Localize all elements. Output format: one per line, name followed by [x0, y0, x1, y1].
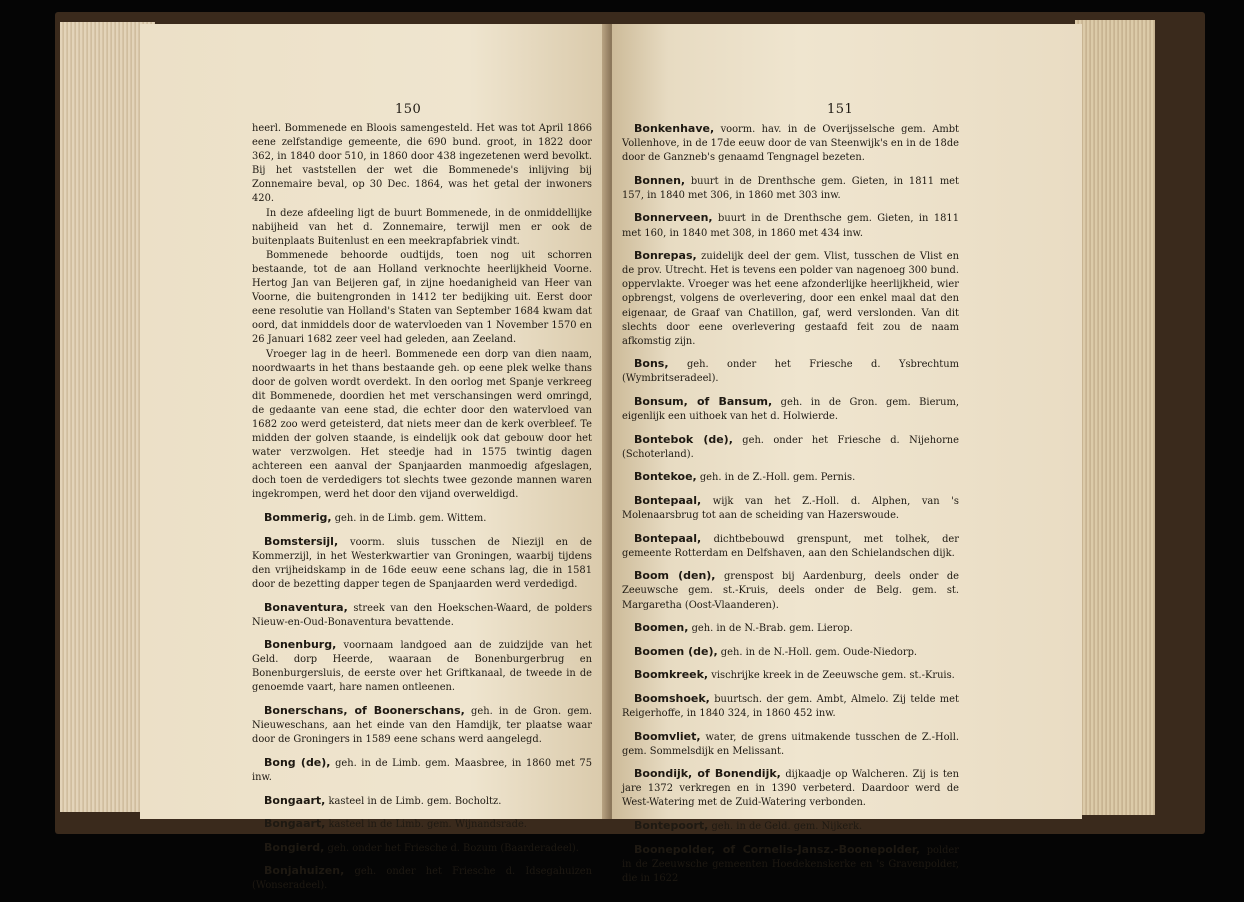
entry-body: vischrijke kreek in de Zeeuwsche gem. st.-Kruis.: [711, 670, 955, 682]
right-page-text: [622, 122, 959, 894]
dictionary-entry: [252, 841, 592, 856]
entry-headword: Boomkreek,: [634, 668, 709, 682]
paragraph: Bommenede behoorde oudtijds, toen nog uit schorren bestaande, tot de aan Holland verknochte heerlijkheid Voorne. Hertog Jan van Beijeren gaf, in zijne hoedanigheid van Heer van Voorne, die buitengronden in 1412 ter bedijking uit. Eerst door eene resolutie van Holland's Staten van September 1684 kwam dat oord, dat inmiddels door de watervloeden van 1 November 1570 en 26 Januari 1682 zeer veel had geleden, aan Zeeland.: [252, 249, 592, 346]
entry-body: geh. in de N.-Holl. gem. Oude-Niedorp.: [720, 646, 918, 658]
dictionary-entry: [622, 621, 959, 636]
dictionary-entry: [622, 249, 959, 349]
dictionary-entry: [622, 211, 959, 240]
entry-headword: Bonenburg,: [264, 638, 337, 652]
entry-headword: Bontekoe,: [634, 470, 697, 484]
entry-body: water, de grens uitmakende tusschen de Z.-Holl. gem. Sommelsdijk en Melissant.: [622, 731, 960, 757]
dictionary-entry: [622, 532, 959, 561]
dictionary-entry: [622, 569, 959, 612]
dictionary-entry: [252, 817, 592, 832]
entry-body: geh. in de Gron. gem. Bierum, eigenlijk een uithoek van het d. Holwierde.: [622, 397, 960, 423]
dictionary-entry: [252, 794, 592, 809]
left-page: [140, 24, 610, 892]
entry-body: geh. onder het Friesche d. Ysbrechtum (Wymbritseradeel).: [622, 359, 959, 385]
entry-body: geh. onder het Friesche d. Bozum (Baarderadeel).: [327, 842, 579, 854]
entry-headword: Boomvliet,: [634, 729, 701, 743]
entry-headword: Bontebok (de),: [634, 432, 733, 446]
left-entries: [252, 511, 592, 893]
entry-headword: Bonnen,: [634, 173, 686, 187]
entry-headword: Bonjahuizen,: [264, 864, 345, 878]
dictionary-entry: [622, 645, 959, 660]
entry-headword: Bonkenhave,: [634, 122, 715, 135]
dictionary-entry: [622, 395, 959, 424]
entry-body: geh. onder het Friesche d. Idsegahuizen (Wonseradeel).: [252, 866, 593, 892]
entry-body: wijk van het Z.-Holl. d. Alphen, van 's Molenaarsbrug tot aan de scheiding van Hazerswoude.: [622, 495, 959, 522]
left-page-text: [252, 122, 592, 902]
entry-body: streek van den Hoekschen-Waard, de polders Nieuw-en-Oud-Bonaventura bevattende.: [252, 602, 593, 628]
dictionary-entry: [622, 433, 959, 462]
dictionary-entry: [622, 470, 959, 485]
entry-body: geh. in de Z.-Holl. gem. Pernis.: [699, 472, 856, 484]
page-edges-right: [1075, 20, 1155, 815]
right-page: [612, 24, 1082, 884]
dictionary-entry: [622, 494, 959, 523]
entry-headword: Bongaart,: [264, 793, 326, 807]
entry-headword: Bommerig,: [264, 511, 332, 525]
entry-headword: Bongierd,: [264, 840, 325, 854]
entry-body: buurt in de Drenthsche gem. Gieten, in 1811 met 160, in 1840 met 308, in 1860 met 434 inw.: [622, 213, 959, 239]
entry-body: voorm. sluis tusschen de Niezijl en de Kommerzijl, in het Westerkwartier van Groningen, waarbij tijdens den vrijheidskamp in de 16de eeuw eene schans lag, die in 1581 door de bezetting dapper tegen de Spanjaarden werd verdedigd.: [252, 536, 593, 590]
entry-headword: Bonerschans, of Boonerschans,: [264, 704, 465, 718]
entry-headword: Bontepaal,: [634, 531, 702, 545]
paragraph: heerl. Bommenede en Bloois samengesteld. Het was tot April 1866 eene zelfstandige gemeente, die 690 bund. groot, in 1822 door 362, in 1840 door 510, in 1860 door 438 ingezetenen werd bevolkt. Bij het vaststellen der wet die Bommenede's inlijving bij Zonnemaire beval, op 30 Dec. 1864, was het getal der inwoners 420.: [252, 123, 592, 205]
entry-body: buurtsch. der gem. Ambt, Almelo. Zij telde met Reigerhoffe, in 1840 324, in 1860 452 inw.: [622, 693, 959, 719]
entry-headword: Bonnerveen,: [634, 211, 713, 225]
dictionary-entry: [622, 174, 959, 203]
entry-headword: Bons,: [634, 357, 669, 371]
dictionary-entry: [252, 535, 592, 592]
entry-headword: Boondijk, of Bonendijk,: [634, 767, 781, 781]
dictionary-entry: [252, 638, 592, 695]
dictionary-entry: [252, 756, 592, 785]
entry-body: voorm. hav. in de Overijsselsche gem. Ambt Vollenhove, in de 17de eeuw door de van Steenwijk's en in de 18de door de Ganzneb's genaamd Tengnagel bezeten.: [622, 124, 959, 164]
entry-headword: Bonsum, of Bansum,: [634, 395, 773, 408]
right-entries: [622, 122, 959, 886]
entry-body: buurt in de Drenthsche gem. Gieten, in 1811 met 157, in 1840 met 306, in 1860 met 303 inw.: [622, 175, 959, 201]
dictionary-entry: [622, 819, 959, 834]
dictionary-entry: [252, 704, 592, 747]
entry-headword: Boom (den),: [634, 569, 716, 583]
dictionary-entry: [622, 122, 959, 165]
entry-body: kasteel in de Limb. gem. Bocholtz.: [328, 795, 502, 807]
dictionary-entry: [622, 767, 959, 810]
dictionary-entry: [252, 864, 592, 893]
entry-body: geh. in de N.-Brab. gem. Lierop.: [691, 623, 853, 635]
entry-headword: Boomshoek,: [634, 691, 710, 705]
entry-headword: Bonrepas,: [634, 249, 697, 263]
entry-body: polder in de Zeeuwsche gemeenten Hoedekenskerke en 's Gravenpolder, die in 1622: [622, 844, 959, 884]
entry-headword: Boonepolder, of Cornelis-Jansz.-Boonepolder,: [634, 842, 920, 856]
dictionary-entry: [622, 692, 959, 721]
entry-body: dijkaadje op Walcheren. Zij is ten jare 1372 verkregen en in 1390 verbeterd. Daardoor werd de West-Watering met de Zuid-Watering verbonden.: [622, 769, 960, 809]
entry-body: kasteel in de Limb. gem. Wijnandsrade.: [328, 819, 527, 831]
dictionary-entry: [622, 668, 959, 683]
entry-headword: Boomen (de),: [634, 644, 718, 658]
entry-body: voornaam landgoed aan de zuidzijde van het Geld. dorp Heerde, waaraan de Bonenburgerbrug en Bonenburgersluis, de eerste over het Griftkanaal, de tweede in de genoemde vaart, hare namen ontleenen.: [252, 640, 592, 694]
entry-body: dichtbebouwd grenspunt, met tolhek, der gemeente Rotterdam en Delfshaven, aan den Schielandschen dijk.: [622, 533, 959, 559]
dictionary-entry: [622, 730, 959, 759]
dictionary-entry: [622, 843, 959, 886]
entry-body: geh. onder het Friesche d. Nijehorne (Schoterland).: [622, 434, 960, 460]
entry-headword: Bongaart,: [264, 817, 326, 831]
entry-headword: Bonaventura,: [264, 600, 348, 614]
entry-headword: Bontepoort,: [634, 819, 709, 833]
dictionary-entry: [252, 511, 592, 526]
entry-headword: Boomen,: [634, 621, 689, 635]
entry-body: geh. in de Limb. gem. Maasbree, in 1860 met 75 inw.: [252, 757, 592, 783]
entry-body: geh. in de Geld. gem. Nijkerk.: [711, 821, 863, 833]
entry-body: geh. in de Gron. gem. Nieuweschans, aan het einde van den Hamdijk, ter plaatse waar door de Groningers in 1589 eene schans werd aangelegd.: [252, 706, 593, 746]
entry-body: zuidelijk deel der gem. Vlist, tusschen de Vlist en de prov. Utrecht. Het is tevens een polder van nagenoeg 300 bund. oppervlakte. Vroeger was het eene afzonderlijke heerlijkheid, wier opbrengst, volgens de overlevering, door een enkel maal dat den eigenaar, de Graaf van Chatillon, gaf, werd verslonden. Van dit slechts door eene overlevering gestaafd feit zou de naam afkomstig zijn.: [622, 251, 959, 347]
entry-body: geh. in de Limb. gem. Wittem.: [334, 513, 487, 525]
page-number-left: 150: [395, 102, 422, 117]
dictionary-entry: [252, 601, 592, 630]
entry-headword: Bomstersijl,: [264, 534, 339, 548]
entry-headword: Bontepaal,: [634, 493, 702, 507]
paragraph: Vroeger lag in de heerl. Bommenede een dorp van dien naam, noordwaarts in het thans bestaande geh. op eene plek welke thans door de golven wordt overdekt. In den oorlog met Spanje verkreeg dit Bommenede, doordien het met verschansingen werd omringd, de gedaante van eene stad, die echter door den watervloed van 1682 zoo werd geteisterd, dat niets meer dan de kerk overbleef. Te midden der golven staande, is eindelijk ook dat gebouw door het water verzwolgen. Het steedje had in 1575 twintig dagen achtereen een aanval der Spanjaarden manmoedig afgeslagen, doch toen de verdedigers tot slechts twee gezonde mannen waren ingekrompen, werd het door den vijand overweldigd.: [252, 348, 592, 501]
dictionary-entry: [622, 357, 959, 386]
paragraph: In deze afdeeling ligt de buurt Bommenede, in de onmiddellijke nabijheid van het d. Zonnemaire, terwijl men er ook de buitenplaats Buitenlust en een meekrapfabriek vindt.: [252, 207, 592, 247]
entry-body: grenspost bij Aardenburg, deels onder de Zeeuwsche gem. st.-Kruis, deels onder de Belg. gem. st. Margaretha (Oost-Vlaanderen).: [622, 571, 959, 611]
page-number-right: 151: [827, 102, 854, 117]
entry-headword: Bong (de),: [264, 755, 331, 769]
